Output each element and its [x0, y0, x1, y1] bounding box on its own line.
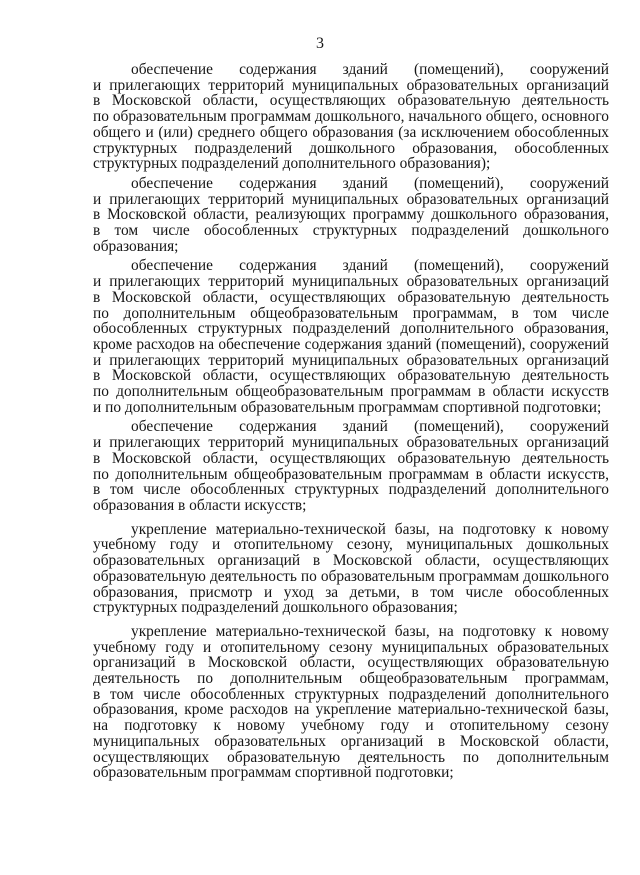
paragraph-line: в Московской области, осуществляющих образовательную деятельность: [93, 367, 609, 385]
paragraph-line: и прилегающих территорий муниципальных образовательных организаций: [93, 434, 609, 452]
paragraph: [93, 62, 609, 172]
paragraph-line: по дополнительным общеобразовательным программам, в том числе: [93, 304, 609, 322]
paragraph-line: образования, присмотр и уход за детьми, в том числе обособленных: [93, 583, 609, 601]
paragraph: [93, 522, 609, 616]
paragraph: [93, 176, 609, 255]
paragraph: [93, 258, 609, 415]
paragraph-line: в Московской области, реализующих программу дошкольного образования,: [93, 206, 609, 224]
paragraph-line: укрепление материально-технической базы, на подготовку к новому: [131, 622, 609, 640]
paragraph: [93, 419, 609, 513]
paragraph-line: в Московской области, осуществляющих образовательную деятельность: [93, 92, 609, 110]
paragraph-line: образования в области искусств;: [93, 496, 307, 514]
paragraph-line: обеспечение содержания зданий (помещений), сооружений: [131, 61, 609, 78]
paragraph-line: учебному году и отопительному сезону муниципальных образовательных: [93, 638, 609, 656]
paragraph-line: образовательную деятельность по образовательным программам дошкольного: [93, 567, 609, 585]
paragraph-line: муниципальных образовательных организаций в Московской области,: [93, 732, 609, 750]
paragraph-line: структурных подразделений дошкольного образования;: [93, 599, 458, 617]
paragraph-line: общего и (или) среднего общего образования (за исключением обособленных: [93, 123, 609, 141]
paragraph-line: кроме расходов на обеспечение содержания зданий (помещений), сооружений: [93, 335, 609, 353]
page-number: 3: [316, 35, 324, 52]
paragraph-line: укрепление материально-технической базы, на подготовку к новому: [131, 520, 609, 538]
paragraph-line: деятельность по дополнительным общеобразовательным программам,: [93, 670, 609, 688]
paragraph-line: образования;: [93, 237, 179, 255]
paragraph-line: по дополнительным общеобразовательным программам в области искусств: [93, 383, 609, 401]
paragraph-line: структурных подразделений дополнительного образования);: [93, 155, 491, 173]
paragraph-line: на подготовку к новому учебному году и отопительному сезону: [93, 717, 609, 735]
paragraph-line: учебному году и отопительному сезону, муниципальных дошкольных: [93, 536, 609, 554]
paragraph-line: и прилегающих территорий муниципальных образовательных организаций: [93, 76, 609, 94]
paragraph-line: по дополнительным общеобразовательным программам в области искусств,: [93, 465, 609, 483]
paragraph-line: организаций в Московской области, осуществляющих образовательную: [93, 654, 609, 672]
paragraph-line: в том числе обособленных структурных подразделений дополнительного: [93, 685, 609, 703]
paragraph-line: в том числе обособленных структурных подразделений дополнительного: [93, 481, 609, 499]
paragraph-line: в Московской области, осуществляющих образовательную деятельность: [93, 449, 609, 467]
paragraph-line: обеспечение содержания зданий (помещений), сооружений: [131, 174, 609, 192]
paragraph-line: и прилегающих территорий муниципальных образовательных организаций: [93, 273, 609, 291]
paragraph-line: в Московской области, осуществляющих образовательную деятельность: [93, 288, 609, 306]
paragraph-line: обеспечение содержания зданий (помещений), сооружений: [131, 257, 609, 275]
paragraph-line: и прилегающих территорий муниципальных образовательных организаций: [93, 351, 609, 369]
paragraph-line: по образовательным программам дошкольного, начального общего, основного: [93, 108, 609, 126]
paragraph-line: осуществляющих образовательную деятельность по дополнительным: [93, 748, 609, 766]
paragraph-line: обособленных структурных подразделений дополнительного образования,: [93, 320, 609, 338]
paragraph-line: структурных подразделений дошкольного образования, обособленных: [93, 139, 609, 157]
paragraph-line: образовательных организаций в Московской области, осуществляющих: [93, 552, 609, 570]
paragraph-line: образования, кроме расходов на укрепление материально-технической базы,: [93, 701, 609, 719]
paragraph-line: образовательным программам спортивной подготовки;: [93, 764, 454, 782]
paragraph-line: и по дополнительным образовательным программам спортивной подготовки;: [93, 398, 602, 416]
paragraph-line: в том числе обособленных структурных подразделений дошкольного: [93, 222, 609, 240]
paragraph: [93, 624, 609, 781]
document-body: [93, 62, 609, 781]
paragraph-line: и прилегающих территорий муниципальных образовательных организаций: [93, 190, 609, 208]
paragraph-line: обеспечение содержания зданий (помещений), сооружений: [131, 418, 609, 436]
